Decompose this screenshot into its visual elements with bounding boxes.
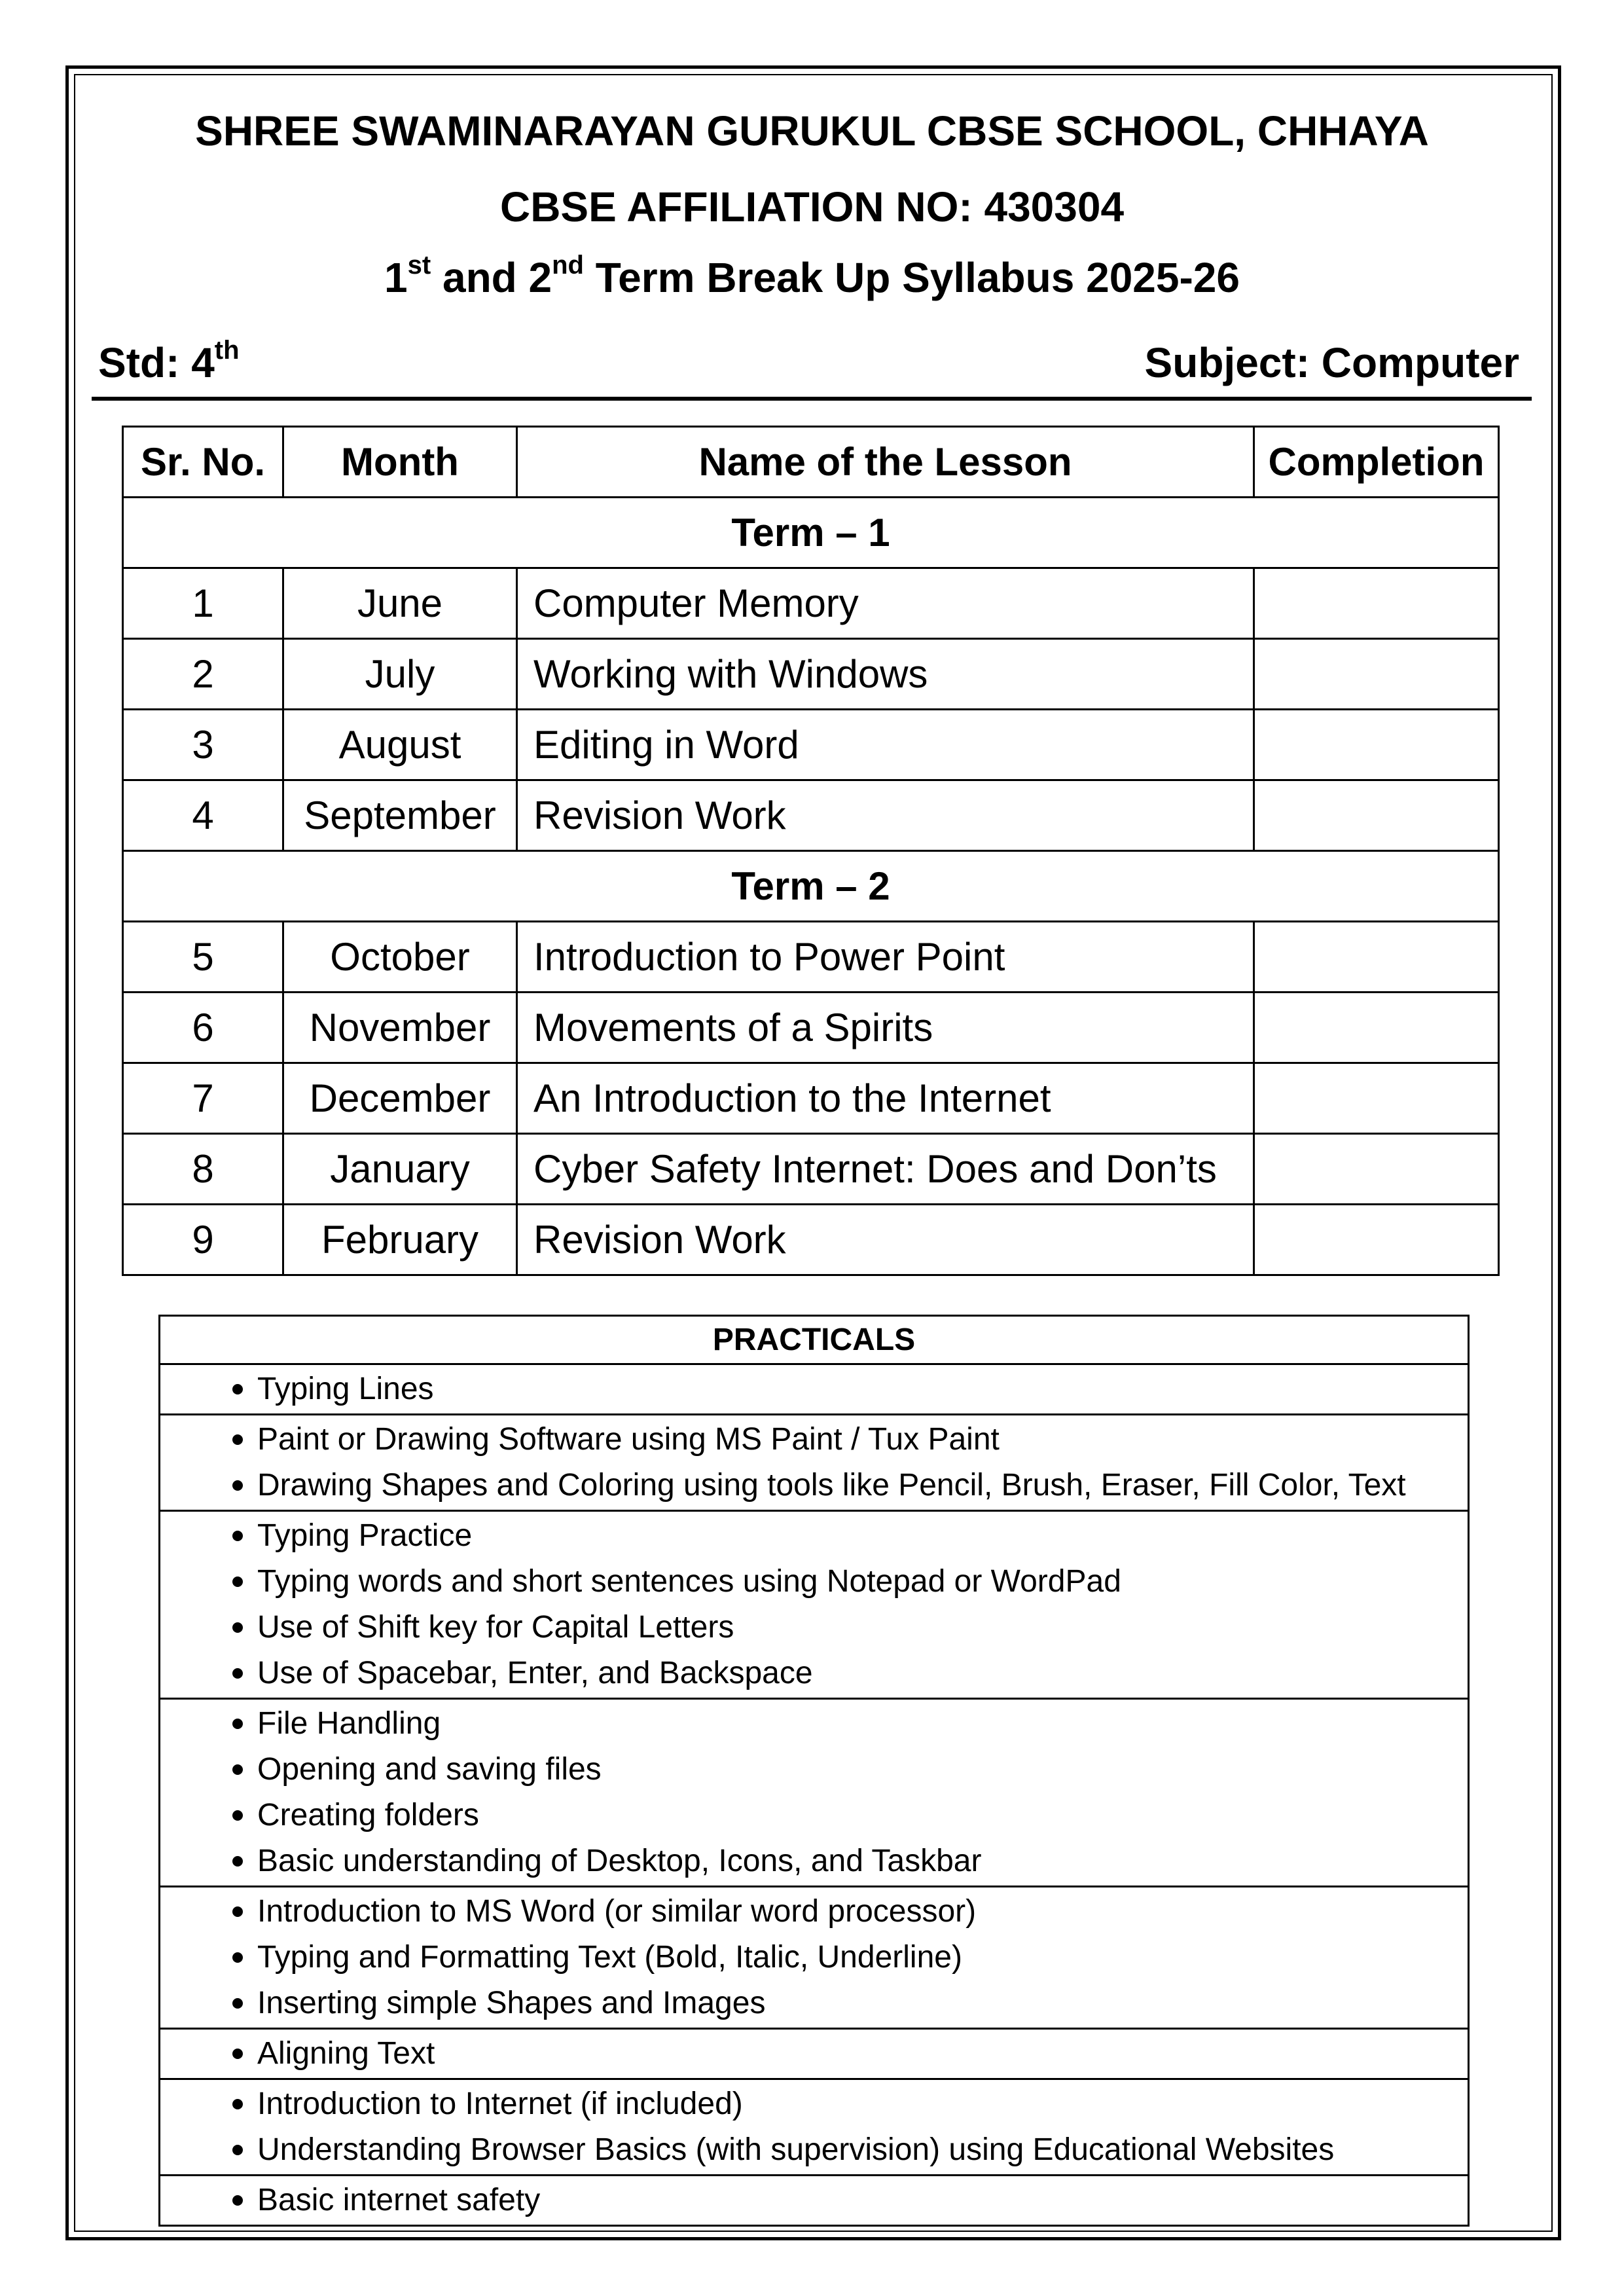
completion-cell [1254,922,1499,993]
practical-item-text: Aligning Text [257,2036,435,2071]
practical-item-text: File Handling [257,1706,441,1741]
practical-item-text: Introduction to Internet (if included) [257,2086,743,2121]
subject-label: Subject: Computer [1144,339,1519,386]
standard-label [98,336,240,386]
list-item [232,1366,1468,1412]
bullet-icon [232,1998,243,2009]
practical-item-text: Typing Practice [257,1518,473,1553]
practicals-group-row [160,1699,1469,1887]
completion-cell [1254,993,1499,1063]
bullet-icon [232,1576,243,1587]
completion-cell [1254,780,1499,851]
bullet-icon [232,1622,243,1633]
bullet-icon [232,1952,243,1963]
sr-no-cell: 9 [123,1205,283,1275]
practicals-group-cell [160,2029,1469,2079]
term-1-label: Term – 1 [123,498,1499,568]
bullet-icon [232,1480,243,1491]
col-header-month: Month [283,427,517,498]
practicals-group-cell [160,1415,1469,1511]
bullet-icon [232,1434,243,1445]
month-cell: December [283,1063,517,1134]
practical-item-text: Basic understanding of Desktop, Icons, and Taskbar [257,1844,982,1878]
col-header-sr-no: Sr. No. [123,427,283,498]
practicals-group-row [160,1887,1469,2029]
list-item [232,2178,1468,2223]
bullet-icon [232,1384,243,1394]
month-cell: October [283,922,517,993]
list-item [232,2031,1468,2077]
completion-cell [1254,639,1499,710]
practical-item-text: Basic internet safety [257,2183,541,2217]
syllabus-title-ord1: 1 [384,254,408,301]
practical-item-text: Paint or Drawing Software using MS Paint / Tux Paint [257,1422,1000,1457]
practical-item-text: Use of Shift key for Capital Letters [257,1610,734,1645]
school-name: SHREE SWAMINARAYAN GURUKUL CBSE SCHOOL, CHHAYA [195,107,1429,155]
list-item [232,1793,1468,1838]
practicals-group-row [160,2029,1469,2079]
list-item [232,1838,1468,1884]
col-header-completion: Completion [1254,427,1499,498]
syllabus-title-ord2: 2 [528,254,552,301]
completion-cell [1254,1063,1499,1134]
list-item [232,2081,1468,2127]
syllabus-title-ord1-sup: st [407,251,431,280]
table-row [123,780,1499,851]
practicals-title: PRACTICALS [160,1316,1469,1364]
list-item [232,1463,1468,1508]
month-cell: September [283,780,517,851]
practicals-group-cell [160,2176,1469,2226]
table-row [123,568,1499,639]
affiliation-number: CBSE AFFILIATION NO: 430304 [499,183,1125,230]
completion-cell [1254,1205,1499,1275]
bullet-icon [232,1531,243,1541]
syllabus-table [122,426,1500,1276]
practical-item-text: Creating folders [257,1798,479,1832]
list-item [232,1513,1468,1559]
syllabus-title-joiner: and [431,254,529,301]
list-item [232,1417,1468,1463]
lesson-cell: Movements of a Spirits [517,993,1254,1063]
term-1-row [123,498,1499,568]
sr-no-cell: 1 [123,568,283,639]
lesson-cell: Computer Memory [517,568,1254,639]
practical-item-text: Opening and saving files [257,1752,602,1787]
list-item [232,1935,1468,1980]
table-row [123,710,1499,780]
bullet-icon [232,1668,243,1679]
practical-item-text: Use of Spacebar, Enter, and Backspace [257,1656,813,1690]
list-item [232,1650,1468,1696]
bullet-icon [232,1810,243,1821]
practicals-table-body [160,1364,1469,2226]
table-row [123,1134,1499,1205]
practicals-group-cell [160,1699,1469,1887]
practicals-table [158,1315,1470,2227]
table-row [123,1205,1499,1275]
practicals-group-cell [160,2079,1469,2176]
syllabus-title-ord2-sup: nd [552,251,584,280]
term-2-row [123,851,1499,922]
syllabus-title-rest: Term Break Up Syllabus 2025-26 [584,254,1240,301]
practical-item-text: Drawing Shapes and Coloring using tools like Pencil, Brush, Eraser, Fill Color, Text [257,1468,1406,1503]
bullet-icon [232,2099,243,2109]
bullet-icon [232,1764,243,1775]
practical-item-text: Typing Lines [257,1372,434,1406]
list-item [232,1605,1468,1650]
table-row [123,993,1499,1063]
sr-no-cell: 6 [123,993,283,1063]
practical-item-text: Typing words and short sentences using Notepad or WordPad [257,1564,1121,1599]
practicals-group-row [160,2176,1469,2226]
list-item [232,1701,1468,1747]
bullet-icon [232,1856,243,1867]
table-header-row [123,427,1499,498]
header-divider [92,397,1532,401]
practicals-group-row [160,1364,1469,1415]
practicals-group-cell [160,1364,1469,1415]
bullet-icon [232,2049,243,2059]
practical-item-text: Understanding Browser Basics (with supervision) using Educational Websites [257,2132,1335,2167]
table-row [123,639,1499,710]
lesson-cell: An Introduction to the Internet [517,1063,1254,1134]
table-row [123,922,1499,993]
practical-item-text: Typing and Formatting Text (Bold, Italic, Underline) [257,1940,962,1975]
sr-no-cell: 4 [123,780,283,851]
practical-item-text: Inserting simple Shapes and Images [257,1986,766,2020]
list-item [232,1980,1468,2026]
practical-item-text: Introduction to MS Word (or similar word processor) [257,1894,977,1929]
sr-no-cell: 7 [123,1063,283,1134]
practicals-header-row [160,1316,1469,1364]
practicals-group-row [160,1415,1469,1511]
list-item [232,1889,1468,1935]
month-cell: February [283,1205,517,1275]
sr-no-cell: 8 [123,1134,283,1205]
month-cell: January [283,1134,517,1205]
practicals-group-row [160,1511,1469,1699]
lesson-cell: Cyber Safety Internet: Does and Don’ts [517,1134,1254,1205]
month-cell: July [283,639,517,710]
lesson-cell: Revision Work [517,1205,1254,1275]
completion-cell [1254,710,1499,780]
table-row [123,1063,1499,1134]
term-2-label: Term – 2 [123,851,1499,922]
sr-no-cell: 2 [123,639,283,710]
sr-no-cell: 3 [123,710,283,780]
bullet-icon [232,2145,243,2155]
practicals-group-row [160,2079,1469,2176]
completion-cell [1254,1134,1499,1205]
lesson-cell: Introduction to Power Point [517,922,1254,993]
bullet-icon [232,2195,243,2206]
completion-cell [1254,568,1499,639]
col-header-lesson: Name of the Lesson [517,427,1254,498]
month-cell: June [283,568,517,639]
sr-no-cell: 5 [123,922,283,993]
syllabus-table-body [123,498,1499,1275]
list-item [232,2127,1468,2173]
bullet-icon [232,1719,243,1729]
lesson-cell: Working with Windows [517,639,1254,710]
standard-text: Std: 4 [98,339,215,386]
month-cell: November [283,993,517,1063]
bullet-icon [232,1906,243,1917]
list-item [232,1747,1468,1793]
month-cell: August [283,710,517,780]
lesson-cell: Editing in Word [517,710,1254,780]
standard-sup: th [214,336,240,365]
syllabus-title [0,251,1624,301]
lesson-cell: Revision Work [517,780,1254,851]
practicals-group-cell [160,1511,1469,1699]
list-item [232,1559,1468,1605]
practicals-group-cell [160,1887,1469,2029]
